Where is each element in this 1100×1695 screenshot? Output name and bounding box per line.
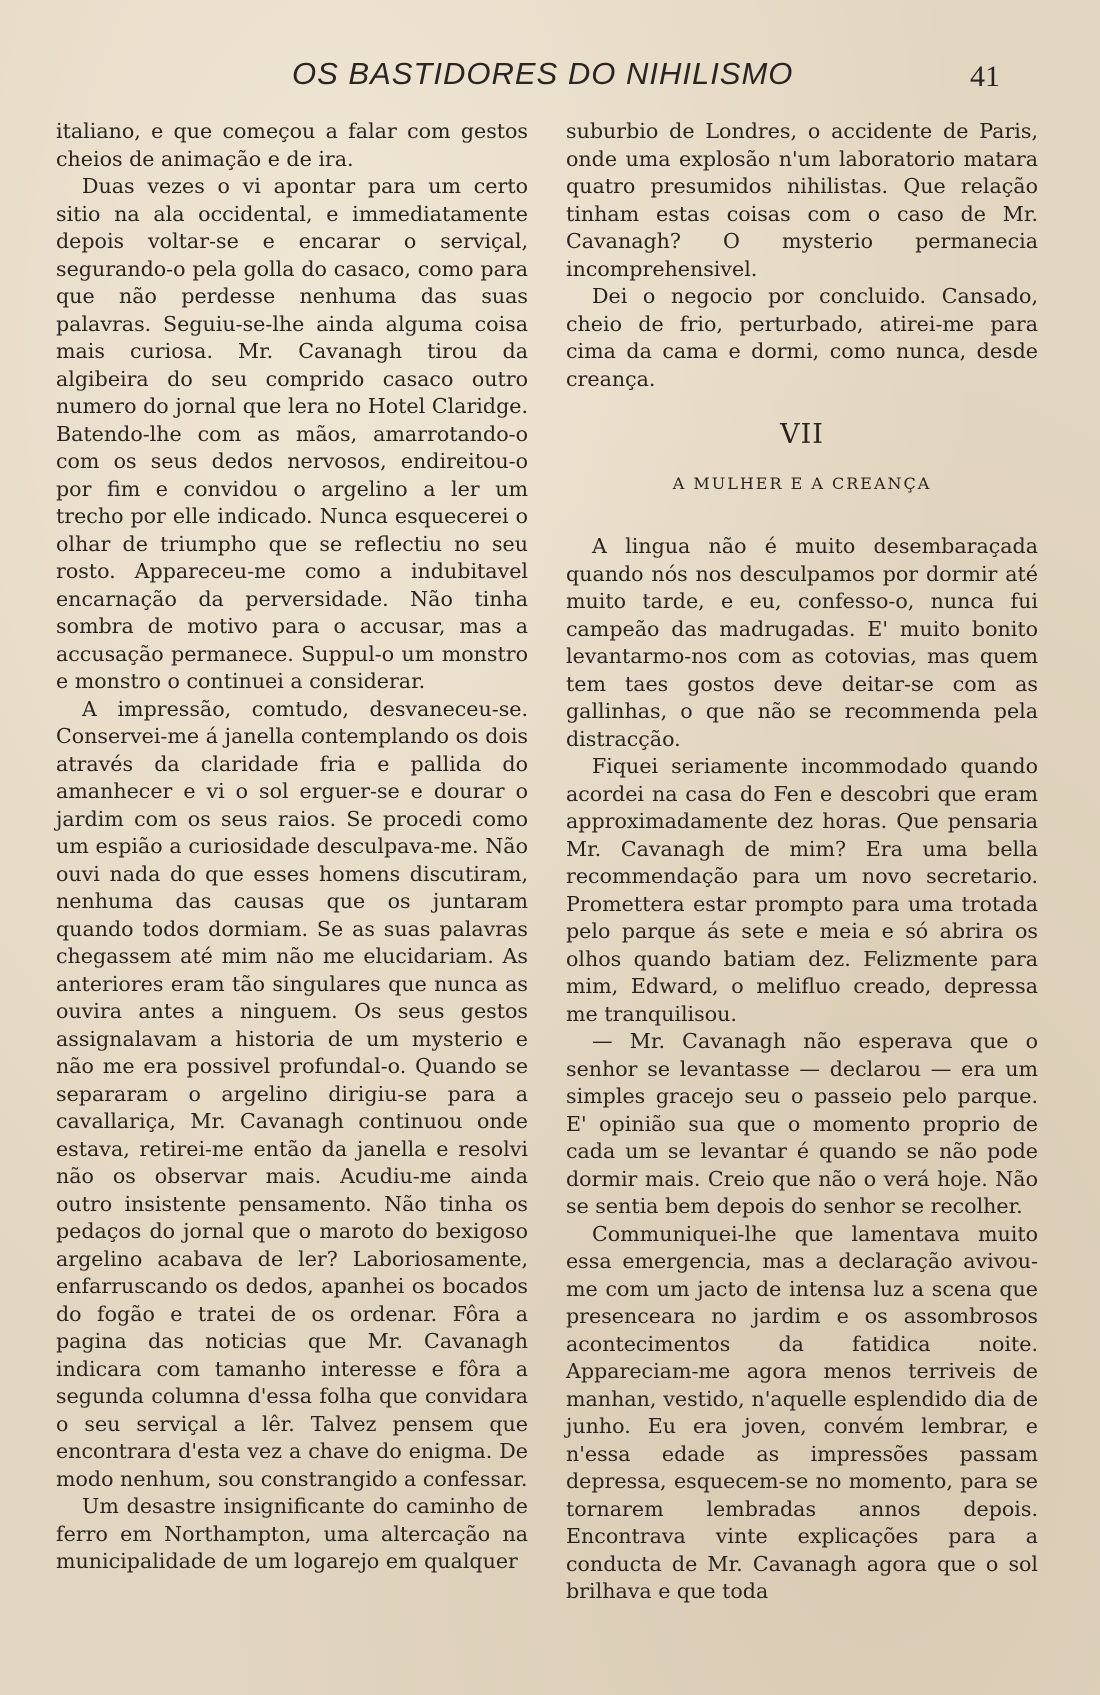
left-column (56, 118, 528, 1576)
running-head (0, 56, 1100, 96)
paragraph: Um desastre insignificante do caminho de ferro em Northampton, uma altercação na municipalidade de um logarejo em qualquer (56, 1494, 528, 1573)
paragraph: Dei o negocio por concluido. Cansado, cheio de frio, perturbado, atirei-me para cima da cama e dormi, como nunca, desde creança. (566, 284, 1038, 391)
page-number: 41 (970, 60, 1000, 93)
running-title: OS BASTIDORES DO NIHILISMO (292, 56, 794, 91)
paragraph: Fiquei seriamente incommodado quando acordei na casa do Fen e descobri que eram approximadamente dez horas. Que pensaria Mr. Cavanagh de mim? Era uma bella recommendação para um novo secretario. Promettera estar prompto para uma trotada pelo parque ás sete e meia e só abrira os olhos quando batiam dez. Felizmente para mim, Edward, o melifluo creado, depressa me tranquilisou. (566, 754, 1038, 1026)
paragraph: Communiquei-lhe que lamentava muito essa emergencia, mas a declaração avivou-me com um jacto de intensa luz a scena que presenceara no jardim e os assombrosos acontecimentos da fatidica noite. Appareciam-me agora menos terriveis de manhan, vestido, n'aquelle esplendido dia de junho. Eu era joven, convém lembrar, e n'essa edade as impressões passam depressa, esquecem-se no momento, para se tornarem lembradas annos depois. Encontrava vinte explicações para a conducta de Mr. Cavanagh agora que o sol brilhava e que toda (566, 1221, 1038, 1603)
right-column (566, 118, 1038, 1606)
paragraph: suburbio de Londres, o accidente de Paris, onde uma explosão n'um laboratorio matara quatro presumidos nihilistas. Que relação tinham estas coisas com o caso de Mr. Cavanagh? O mysterio permanecia incomprehensivel. (566, 119, 1038, 281)
paragraph: italiano, e que começou a falar com gestos cheios de animação e de ira. (56, 119, 528, 171)
paragraph: Duas vezes o vi apontar para um certo sitio na ala occidental, e immediatamente depois voltar-se e encarar o serviçal, segurando-o pela golla do casaco, como para que não perdesse nenhuma das suas palavras. Seguiu-se-lhe ainda alguma coisa mais curiosa. Mr. Cavanagh tirou da algibeira do seu comprido casaco outro numero do jornal que lera no Hotel Claridge. Batendo-lhe com as mãos, amarrotando-o com os seus dedos nervosos, endireitou-o por fim e convidou o argelino a ler um trecho por elle indicado. Nunca esquecerei o olhar de triumpho que se reflectiu no seu rosto. Appareceu-me como a indubitavel encarnação da perversidade. Não tinha sombra de motivo para o accusar, mas a accusação permanece. Suppul-o um monstro e monstro o continuei a considerar. (56, 174, 528, 693)
paragraph: — Mr. Cavanagh não esperava que o senhor se levantasse — declarou — era um simples gracejo seu o passeio pelo parque. E' opinião sua que o momento proprio de cada um se levantar é quando se não pode dormir mais. Creio que não o verá hoje. Não se sentia bem depois do senhor se recolher. (566, 1029, 1038, 1218)
paragraph: A impressão, comtudo, desvaneceu-se. Conservei-me á janella contemplando os dois através da claridade fria e pallida do amanhecer e vi o sol erguer-se e dourar o jardim com os seus raios. Se procedi como um espião a curiosidade desculpava-me. Não ouvi nada do que esses homens discutiram, nenhuma das causas que os juntaram quando todos dormiam. Se as suas palavras chegassem até mim não me elucidariam. As anteriores eram tão singulares que nunca as ouvira antes a ninguem. Os seus gestos assignalavam a historia de um mysterio e não me era possivel profundal-o. Quando se separaram o argelino dirigiu-se para a cavallariça, Mr. Cavanagh continuou onde estava, retirei-me então da janella e resolvi não os observar mais. Acudiu-me ainda outro insistente pensamento. Não tinha os pedaços do jornal que o maroto do bexigoso argelino acabava de ler? Laboriosamente, enfarruscando os dedos, apanhei os bocados do fogão e tratei de os ordenar. Fôra a pagina das noticias que Mr. Cavanagh indicara com tamanho interesse e fôra a segunda columna d'essa folha que convidara o seu serviçal a lêr. Talvez pensem que encontrara d'esta vez a chave do enigma. De modo nenhum, sou constrangido a confessar. (56, 696, 528, 1491)
chapter-title: A MULHER E A CREANÇA (672, 474, 932, 493)
chapter-number: VII (780, 419, 824, 450)
paragraph: A lingua não é muito desembaraçada quando nós nos desculpamos por dormir até muito tarde, e eu, confesso-o, nunca fui campeão das madrugadas. E' muito bonito levantarmo-nos com as cotovias, mas quem tem taes gostos deve deitar-se com as gallinhas, o que não se recommenda pela distracção. (566, 534, 1038, 751)
chapter-spacer (566, 495, 1038, 533)
